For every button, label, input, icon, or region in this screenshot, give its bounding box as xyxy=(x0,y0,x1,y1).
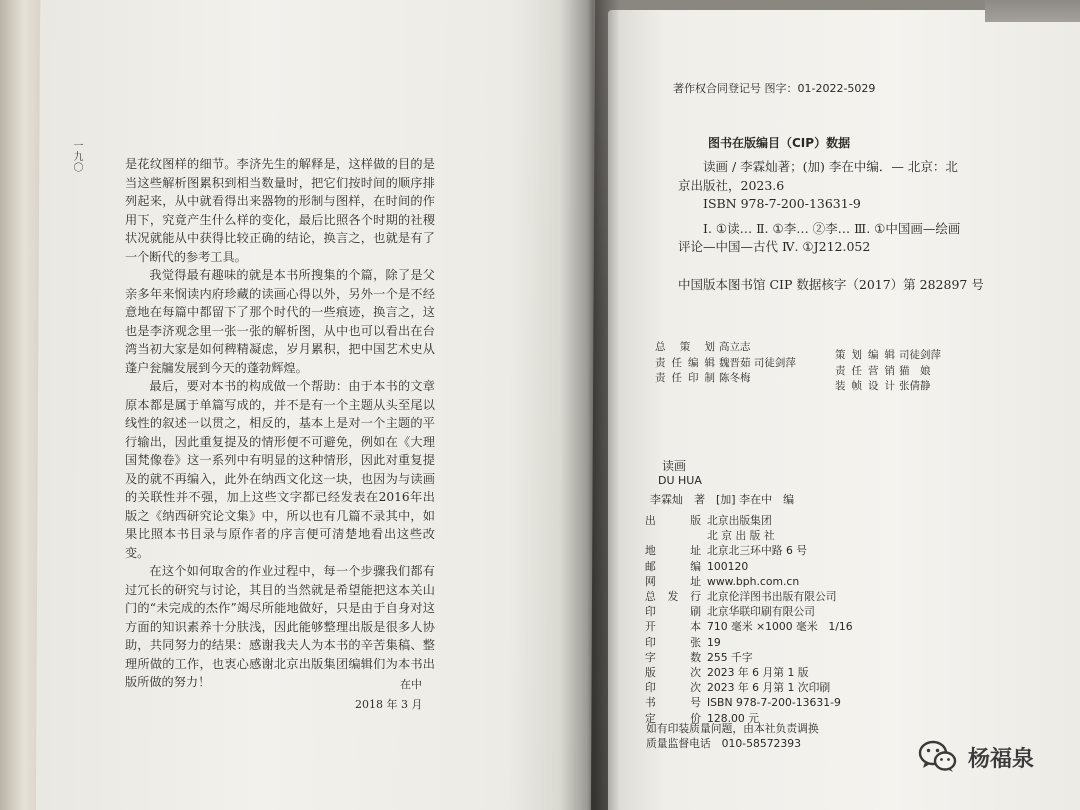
quality-note xyxy=(646,721,819,751)
detail-value: 北京伦洋图书出版有限公司 xyxy=(707,590,837,604)
staff-label: 责任编辑 xyxy=(655,356,715,369)
note-line: 质量监督电话 010-58572393 xyxy=(646,737,802,750)
cip-entry xyxy=(678,158,1003,257)
detail-label: 印 张 xyxy=(645,635,701,649)
book-edge xyxy=(0,0,40,810)
staff-row xyxy=(835,379,941,395)
book-gutter xyxy=(560,0,620,810)
detail-label: 印 次 xyxy=(645,681,701,695)
detail-value: www.bph.com.cn xyxy=(707,574,800,588)
cip-line: 读画 / 李霖灿著；(加) 李在中编．— 北京：北 xyxy=(703,159,958,174)
detail-row xyxy=(645,543,853,558)
staff-row xyxy=(655,371,796,387)
staff-value: 魏晋茹 司徒剑萍 xyxy=(719,356,796,369)
staff-label: 策划编辑 xyxy=(835,349,895,361)
detail-value: 100120 xyxy=(707,559,749,573)
staff-label: 总 策 划 xyxy=(655,341,715,353)
watermark-text: 杨福泉 xyxy=(968,746,1035,772)
paragraph-3: 最后，要对本书的构成做一个帮助：由于本书的文章原本都是属于单篇写成的，并不是有一个主题从头至尾以线性的叙述一以贯之，相反的，基本上是对一个主题的平行输出，因此重复提及的情形便不可避免，例如在《大理国梵像卷》这一系列中有明显的这种情形，因此对重复提及的就不再编入，此外在纳西文化这一块，也因为与读画的关联性并不强，加上这些文字都已经发表在2016年出版之《纳西研究论文集》中，所以也有几篇不录其中，如果比照本书目录与原作者的序言便可清楚地看出这些改变。 xyxy=(125,379,435,560)
cip-core-number: 中国版本图书馆 CIP 数据核字（2017）第 282897 号 xyxy=(678,277,984,292)
detail-row xyxy=(645,604,853,619)
detail-label: 网 址 xyxy=(645,574,701,588)
staff-label: 责任营销 xyxy=(835,364,895,377)
detail-row xyxy=(645,528,853,543)
detail-row xyxy=(645,665,853,680)
detail-value: 19 xyxy=(707,635,721,649)
detail-label: 总 发 行 xyxy=(645,590,701,604)
staff-value: 张倩静 xyxy=(899,380,931,392)
detail-label: 书 号 xyxy=(645,696,701,710)
cip-line: Ⅰ. ①读… Ⅱ. ①李… ②李… Ⅲ. ①中国画—绘画 xyxy=(703,220,961,236)
book-author: 李霖灿 著 [加] 李在中 编 xyxy=(650,493,795,506)
detail-label: 版 次 xyxy=(645,666,701,680)
detail-label xyxy=(645,528,701,543)
staff-row xyxy=(835,364,941,380)
staff-row xyxy=(835,348,941,364)
paragraph-1: 是花纹图样的细节。李济先生的解释是，这样做的目的是当这些解析图累积到相当数量时，把它们按时间的顺序排列起来，从中就看得出来器物的形制与图样，在时间的作用下，究竟产生什么样的变化，最后比照各个时期的社稷状况就能从中获得比较正确的结论，换言之，也就是有了一个断代的参考工具。 xyxy=(125,157,435,264)
detail-row xyxy=(645,574,853,589)
paragraph-4: 在这个如何取舍的作业过程中，每一个步骤我们都有过冗长的研究与讨论，其目的当然就是希望能把这本关山门的“未完成的杰作”竭尽所能地做好，只是由于自身对这方面的知识素养十分肤浅，因此能够整理出版是很多人协助，共同努力的结果：感谢我夫人为本书的辛苦集稿、整理所做的工作，也衷心感谢北京出版集团编辑们为本书出版所做的努力！ xyxy=(125,564,435,689)
detail-label: 字 数 xyxy=(645,650,701,664)
staff-row xyxy=(655,356,796,372)
cip-title: 图书在版编目（CIP）数据 xyxy=(708,136,851,150)
staff-value: 司徒剑萍 xyxy=(899,349,941,361)
cip-line: ISBN 978-7-200-13631-9 xyxy=(703,196,861,211)
detail-label: 定 价 xyxy=(645,711,701,725)
left-page-text xyxy=(125,155,435,692)
detail-value: 北京出版集团 xyxy=(707,514,772,527)
background-corner xyxy=(985,0,1080,22)
detail-value: 北 京 出 版 社 xyxy=(707,529,775,543)
staff-value: 猫 娘 xyxy=(899,364,931,377)
book-title: 读画 xyxy=(662,459,687,473)
detail-row xyxy=(645,513,853,528)
detail-value: ISBN 978-7-200-13631-9 xyxy=(707,696,841,710)
staff-label: 装帧设计 xyxy=(835,380,895,392)
cip-line: 京出版社，2023.6 xyxy=(678,177,785,193)
watermark xyxy=(918,740,1034,774)
detail-label: 开 本 xyxy=(645,620,701,634)
detail-value: 2023 年 6 月第 1 版 xyxy=(707,666,809,680)
detail-value: 2023 年 6 月第 1 次印刷 xyxy=(707,681,831,695)
staff-left-list xyxy=(655,340,796,387)
detail-row xyxy=(645,589,853,604)
detail-row xyxy=(645,680,853,695)
detail-value: 255 千字 xyxy=(707,650,753,664)
detail-row xyxy=(645,695,853,710)
copyright-registration: 著作权合同登记号 图字：01-2022-5029 xyxy=(673,82,876,95)
signature: 在中 xyxy=(400,678,422,691)
staff-value: 陈冬梅 xyxy=(719,372,751,384)
page-number: 一九〇 xyxy=(71,140,82,173)
cip-line: 评论—中国—古代 Ⅳ. ①J212.052 xyxy=(678,239,871,254)
staff-value: 高立志 xyxy=(719,341,751,353)
paragraph-2: 我觉得最有趣味的就是本书所搜集的个篇，除了是父亲多年来悯读内府珍藏的读画心得以外，另外一个是不经意地在每篇中都留下了那个时代的一些痕迹，换言之，这也是李济观念里一张一张的解析图，从中也可以看出在台湾当初大家是如何稗精凝虑，岁月累积，把中国艺术史从蓬户瓮牖发展到今天的蓬勃辉煌。 xyxy=(125,268,435,375)
detail-label: 邮 编 xyxy=(645,559,701,573)
detail-row xyxy=(645,559,853,574)
staff-label: 责任印制 xyxy=(655,372,715,384)
detail-value: 128.00 元 xyxy=(707,711,760,725)
detail-value: 710 毫米 ×1000 毫米 1/16 xyxy=(707,620,853,634)
detail-value: 北京北三环中路 6 号 xyxy=(707,544,808,558)
staff-right-list xyxy=(835,348,941,395)
book-pinyin: DU HUA xyxy=(658,474,702,487)
detail-row xyxy=(645,619,853,634)
detail-row xyxy=(645,635,853,650)
detail-label: 出 版 xyxy=(645,514,701,527)
note-line: 如有印装质量问题，由本社负责调换 xyxy=(646,722,819,735)
publication-details xyxy=(645,513,853,726)
detail-row xyxy=(645,650,853,665)
staff-row xyxy=(655,340,796,356)
detail-label: 印 刷 xyxy=(645,605,701,619)
wechat-icon xyxy=(918,740,958,774)
detail-value: 北京华联印刷有限公司 xyxy=(707,605,815,619)
detail-label: 地 址 xyxy=(645,544,701,558)
signature-date: 2018 年 3 月 xyxy=(355,698,423,711)
